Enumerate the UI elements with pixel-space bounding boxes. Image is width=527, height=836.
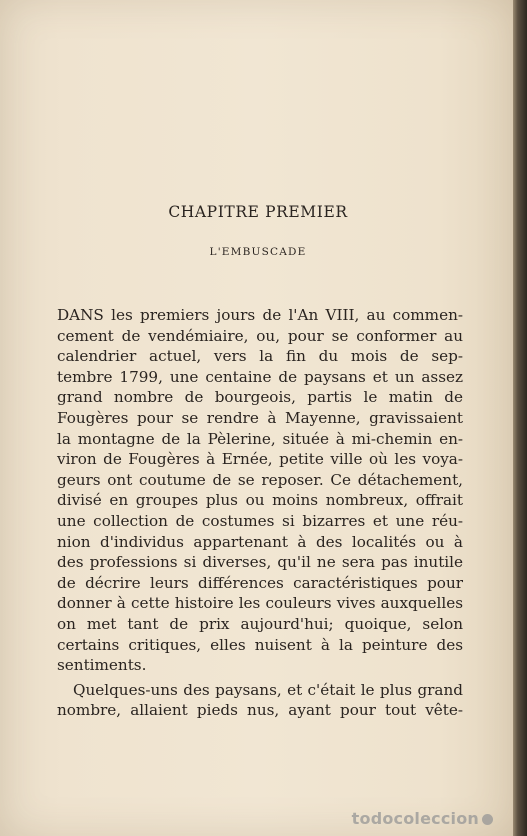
text-line: Fougères pour se rendre à Mayenne, gravissaient: [57, 408, 463, 427]
watermark: [352, 809, 493, 828]
text-line: nombre, allaient pieds nus, ayant pour tout vête-: [57, 701, 463, 720]
text-line: certains critiques, elles nuisent à la peinture des: [57, 635, 463, 654]
text-line: la montagne de la Pèlerine, située à mi-chemin en-: [57, 429, 463, 448]
text-line: de décrire leurs différences caractéristiques pour: [57, 573, 463, 592]
chapter-title: CHAPITRE PREMIER: [168, 203, 348, 221]
paragraph: [57, 680, 463, 721]
text-line: des professions si diverses, qu'il ne sera pas inutile: [57, 553, 463, 572]
text-line: nion d'individus appartenant à des localités ou à: [57, 532, 463, 551]
section-title: L'EMBUSCADE: [209, 246, 307, 258]
text-line: on met tant de prix aujourd'hui; quoique, selon: [57, 614, 463, 633]
text-line: cement de vendémiaire, ou, pour se conformer au: [57, 326, 463, 345]
watermark-text: todocoleccion: [351, 809, 479, 828]
text-line: sentiments.: [57, 656, 147, 675]
text-line: grand nombre de bourgeois, partis le matin de: [57, 388, 463, 407]
page-edge: [513, 0, 527, 836]
text-line: viron de Fougères à Ernée, petite ville où les voya-: [57, 450, 463, 469]
text-line: tembre 1799, une centaine de paysans et un assez: [57, 367, 463, 386]
text-line: divisé en groupes plus ou moins nombreux, offrait: [57, 491, 463, 510]
watermark-dot-icon: [482, 814, 493, 825]
text-line: DANS les premiers jours de l'An VIII, au commen-: [57, 306, 463, 324]
paragraph: [57, 305, 463, 676]
body-text: [57, 305, 463, 721]
text-line: geurs ont coutume de se reposer. Ce détachement,: [57, 470, 463, 489]
text-line: calendrier actuel, vers la fin du mois de sep-: [57, 347, 463, 366]
text-line: donner à cette histoire les couleurs vives auxquelles: [57, 594, 463, 613]
text-line: une collection de costumes si bizarres et une réu-: [57, 511, 463, 530]
text-line: Quelques-uns des paysans, et c'était le plus grand: [73, 680, 463, 699]
